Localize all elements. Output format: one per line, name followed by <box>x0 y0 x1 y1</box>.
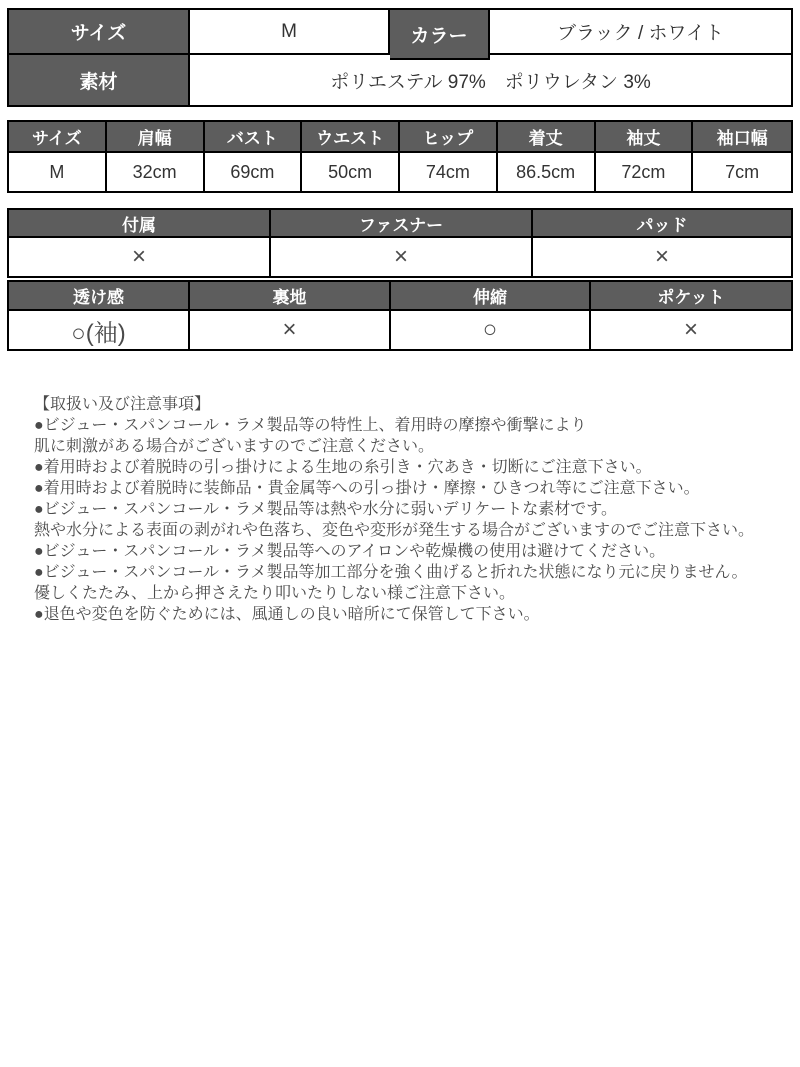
measure-value-bust: 69cm <box>205 153 303 191</box>
stretch-header: 伸縮 <box>391 282 591 311</box>
size-value: M <box>190 10 390 55</box>
measure-header-sleeve: 袖丈 <box>596 122 694 153</box>
size-header: サイズ <box>9 10 190 55</box>
note-line: ●ビジュー・スパンコール・ラメ製品等は熱や水分に弱いデリケートな素材です。 <box>34 501 617 518</box>
measure-header-size: サイズ <box>9 122 107 153</box>
accessory-value: × <box>9 238 271 276</box>
note-line: 優しくたたみ、上から押さえたり叩いたりしない様ご注意下さい。 <box>34 585 515 602</box>
measurements-table <box>7 120 793 193</box>
measure-value-waist: 50cm <box>302 153 400 191</box>
measure-value-shoulder: 32cm <box>107 153 205 191</box>
fastener-header: ファスナー <box>271 210 533 238</box>
measure-header-shoulder: 肩幅 <box>107 122 205 153</box>
measure-header-waist: ウエスト <box>302 122 400 153</box>
note-line: ●ビジュー・スパンコール・ラメ製品等の特性上、着用時の摩擦や衝撃により <box>34 417 587 434</box>
note-line: 肌に刺激がある場合がございますのでご注意ください。 <box>34 438 435 455</box>
spec-table <box>7 8 793 107</box>
note-line: ●着用時および着脱時に装飾品・貴金属等への引っ掛け・摩擦・ひきつれ等にご注意下さい。 <box>34 480 700 497</box>
fastener-value: × <box>271 238 533 276</box>
care-notes-title: 【取扱い及び注意事項】 <box>34 396 211 413</box>
color-value: ブラック / ホワイト <box>490 10 791 55</box>
note-line: ●ビジュー・スパンコール・ラメ製品等加工部分を強く曲げると折れた状態になり元に戻りません。 <box>34 564 748 581</box>
note-line: 熱や水分による表面の剥がれや色落ち、変色や変形が発生する場合がございますのでご注意下さい。 <box>34 522 755 539</box>
sheerness-value: ○(袖) <box>9 311 190 349</box>
sheerness-header: 透け感 <box>9 282 190 311</box>
measure-value-sleeve: 72cm <box>596 153 694 191</box>
measure-header-length: 着丈 <box>498 122 596 153</box>
measure-header-cuff: 袖口幅 <box>693 122 791 153</box>
lining-value: × <box>190 311 391 349</box>
measure-header-hip: ヒップ <box>400 122 498 153</box>
measure-header-bust: バスト <box>205 122 303 153</box>
measure-value-size: M <box>9 153 107 191</box>
measure-value-length: 86.5cm <box>498 153 596 191</box>
measure-value-hip: 74cm <box>400 153 498 191</box>
features-table-a <box>7 208 793 278</box>
material-value: ポリエステル 97% ポリウレタン 3% <box>330 71 651 93</box>
pocket-value: × <box>683 316 698 343</box>
note-line: ●ビジュー・スパンコール・ラメ製品等へのアイロンや乾燥機の使用は避けてください。 <box>34 543 666 560</box>
note-line: ●退色や変色を防ぐためには、風通しの良い暗所にて保管して下さい。 <box>34 606 540 623</box>
note-line: ●着用時および着脱時の引っ掛けによる生地の糸引き・穴あき・切断にご注意下さい。 <box>34 459 652 476</box>
pad-value: × <box>654 243 669 270</box>
accessory-header: 付属 <box>9 210 271 238</box>
material-header: 素材 <box>9 55 190 105</box>
pocket-header: ポケット <box>591 282 791 311</box>
measure-value-cuff: 7cm <box>725 161 760 182</box>
care-notes <box>34 394 794 625</box>
pad-header: パッド <box>533 210 791 238</box>
color-header: カラー <box>390 10 490 60</box>
stretch-value: ○ <box>391 311 591 349</box>
lining-header: 裏地 <box>190 282 391 311</box>
features-table-b <box>7 280 793 351</box>
